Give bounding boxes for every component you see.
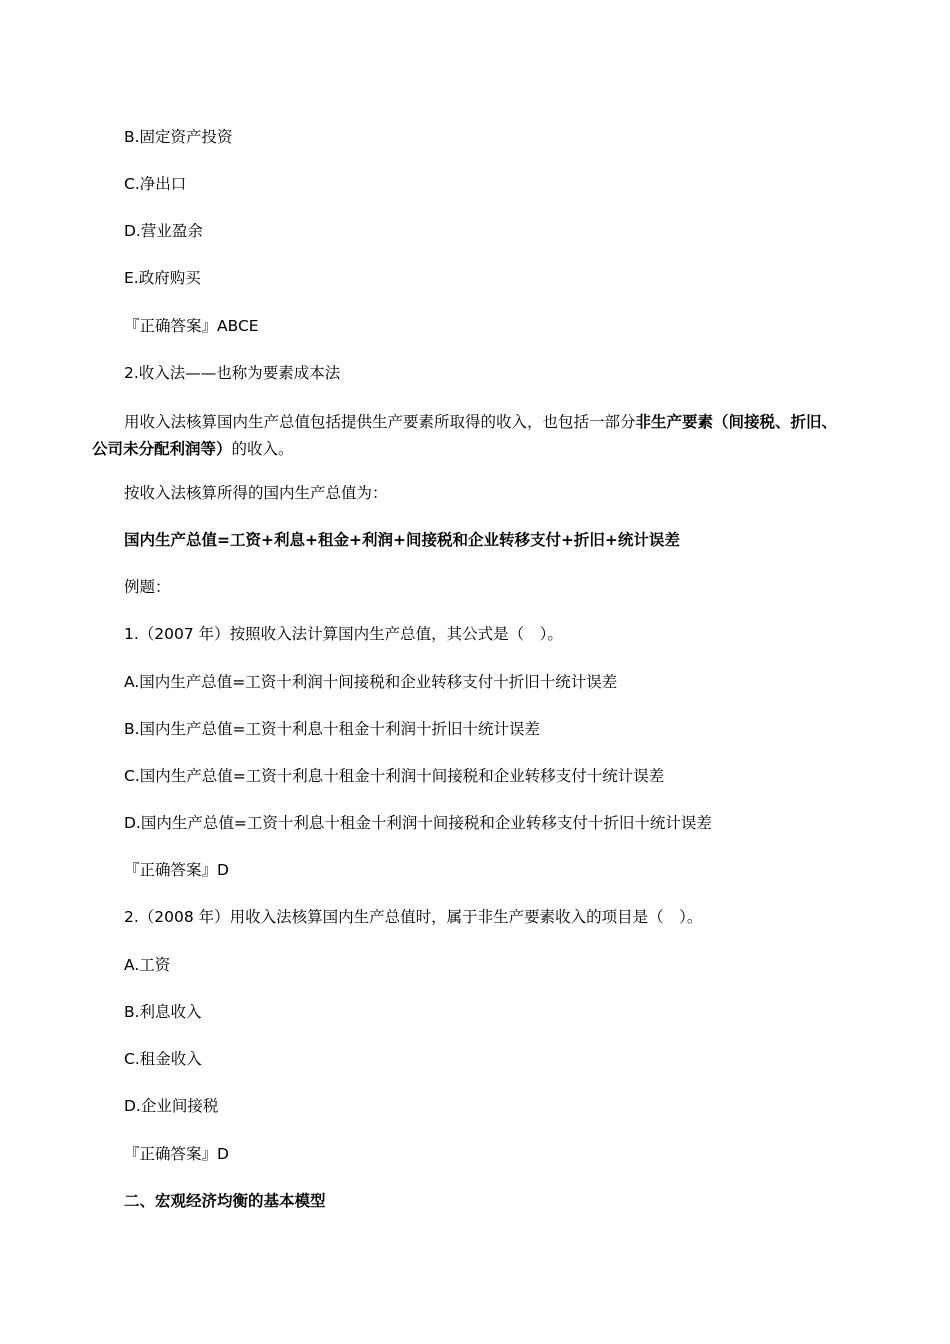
formula-intro: 按收入法核算所得的国内生产总值为： bbox=[124, 484, 388, 502]
question-2: 2.（2008 年）用收入法核算国内生产总值时，属于非生产要素收入的项目是（ ）。 bbox=[124, 908, 703, 926]
section-heading-macro-model: 二、宏观经济均衡的基本模型 bbox=[124, 1192, 326, 1210]
option-d-operating-surplus: D.营业盈余 bbox=[124, 222, 203, 240]
section-heading-income-method: 2.收入法——也称为要素成本法 bbox=[124, 364, 341, 382]
gdp-formula: 国内生产总值=工资+利息+租金+利润+间接税和企业转移支付+折旧+统计误差 bbox=[124, 531, 680, 549]
answer-1: 『正确答案』ABCE bbox=[124, 317, 259, 335]
paragraph-bold: 非生产要素（间接税、折旧、公司未分配利润等） bbox=[92, 413, 838, 458]
paragraph-lead: 用收入法核算国内生产总值包括提供生产要素所取得的收入，也包括一部分 bbox=[124, 413, 636, 431]
question-2-option-a: A.工资 bbox=[124, 956, 171, 974]
option-c-net-exports: C.净出口 bbox=[124, 175, 187, 193]
question-1-answer: 『正确答案』D bbox=[124, 861, 229, 879]
question-2-option-d: D.企业间接税 bbox=[124, 1097, 219, 1115]
option-e-government-purchases: E.政府购买 bbox=[124, 269, 201, 287]
income-method-paragraph bbox=[92, 409, 852, 463]
question-1-option-a: A.国内生产总值=工资十利润十间接税和企业转移支付十折旧十统计误差 bbox=[124, 673, 618, 691]
question-1-option-d: D.国内生产总值=工资十利息十租金十利润十间接税和企业转移支付十折旧十统计误差 bbox=[124, 814, 712, 832]
question-1-option-c: C.国内生产总值=工资十利息十租金十利润十间接税和企业转移支付十统计误差 bbox=[124, 767, 665, 785]
option-b-fixed-asset-investment: B.固定资产投资 bbox=[124, 128, 233, 146]
question-2-option-c: C.租金收入 bbox=[124, 1050, 202, 1068]
paragraph-tail: 的收入。 bbox=[231, 440, 294, 458]
question-1-option-b: B.国内生产总值=工资十利息十租金十利润十折旧十统计误差 bbox=[124, 720, 541, 738]
question-2-answer: 『正确答案』D bbox=[124, 1145, 229, 1163]
question-1: 1.（2007 年）按照收入法计算国内生产总值，其公式是（ ）。 bbox=[124, 625, 563, 643]
example-heading: 例题： bbox=[124, 578, 171, 596]
question-2-option-b: B.利息收入 bbox=[124, 1003, 202, 1021]
